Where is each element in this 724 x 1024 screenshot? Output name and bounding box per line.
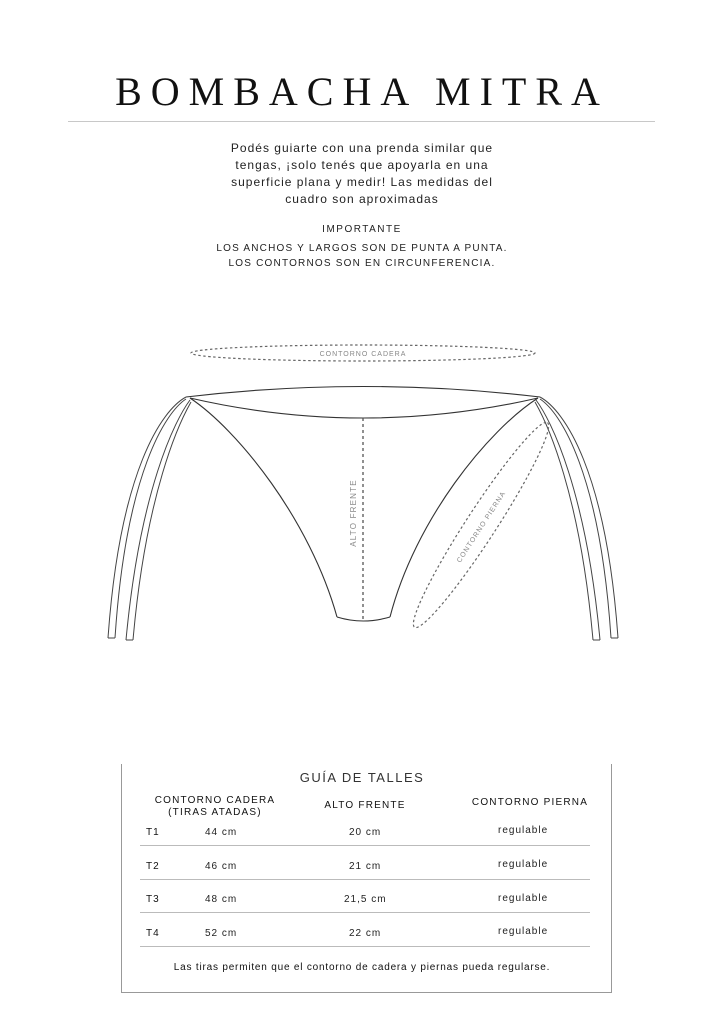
size-guide-footnote: Las tiras permiten que el contorno de cadera y piernas pueda regularse. — [173, 962, 551, 973]
important-line: LOS CONTORNOS SON EN CIRCUNFERENCIA. — [228, 258, 496, 269]
row-size: T4 — [146, 928, 160, 939]
row-front: 20 cm — [349, 827, 382, 838]
row-leg: regulable — [498, 893, 549, 904]
row-divider — [140, 912, 590, 913]
hip-contour-label: CONTORNO CADERA — [319, 351, 407, 358]
right-leg-opening — [390, 398, 538, 617]
row-leg: regulable — [498, 825, 549, 836]
right-tie-inner-inner — [535, 402, 593, 640]
row-divider — [140, 946, 590, 947]
important-label: IMPORTANTE — [322, 224, 402, 235]
intro-line: cuadro son aproximadas — [285, 192, 439, 206]
row-divider — [140, 845, 590, 846]
row-hip: 44 cm — [205, 827, 238, 838]
row-front: 21,5 cm — [344, 894, 387, 905]
header-leg: CONTORNO PIERNA — [471, 797, 589, 808]
waistband-bottom — [190, 398, 538, 418]
row-hip: 48 cm — [205, 894, 238, 905]
row-size: T3 — [146, 894, 160, 905]
left-tie-inner-inner — [133, 402, 191, 640]
intro-line: tengas, ¡solo tenés que apoyarla en una — [235, 158, 489, 172]
waistband-top — [186, 387, 540, 398]
row-hip: 46 cm — [205, 861, 238, 872]
intro-line: superficie plana y medir! Las medidas del — [231, 175, 493, 189]
page-title: BOMBACHA MITRA — [115, 69, 609, 114]
left-tie-outer — [108, 397, 186, 638]
intro-line: Podés guiarte con una prenda similar que — [230, 141, 494, 155]
row-size: T1 — [146, 827, 160, 838]
leg-contour-label: CONTORNO PIERNA — [456, 490, 508, 565]
front-height-label: ALTO FRENTE — [349, 479, 358, 547]
right-tie-outer — [540, 397, 618, 638]
size-guide-title: GUÍA DE TALLES — [299, 770, 425, 785]
row-front: 21 cm — [349, 861, 382, 872]
left-leg-opening — [190, 398, 337, 617]
row-hip: 52 cm — [205, 928, 238, 939]
row-divider — [140, 879, 590, 880]
row-size: T2 — [146, 861, 160, 872]
row-front: 22 cm — [349, 928, 382, 939]
important-line: LOS ANCHOS Y LARGOS SON DE PUNTA A PUNTA. — [216, 243, 508, 254]
header-hip: CONTORNO CADERA — [154, 795, 276, 806]
header-hip-note: (TIRAS ATADAS) — [168, 807, 262, 818]
header-front: ALTO FRENTE — [324, 800, 406, 811]
row-leg: regulable — [498, 926, 549, 937]
row-leg: regulable — [498, 859, 549, 870]
